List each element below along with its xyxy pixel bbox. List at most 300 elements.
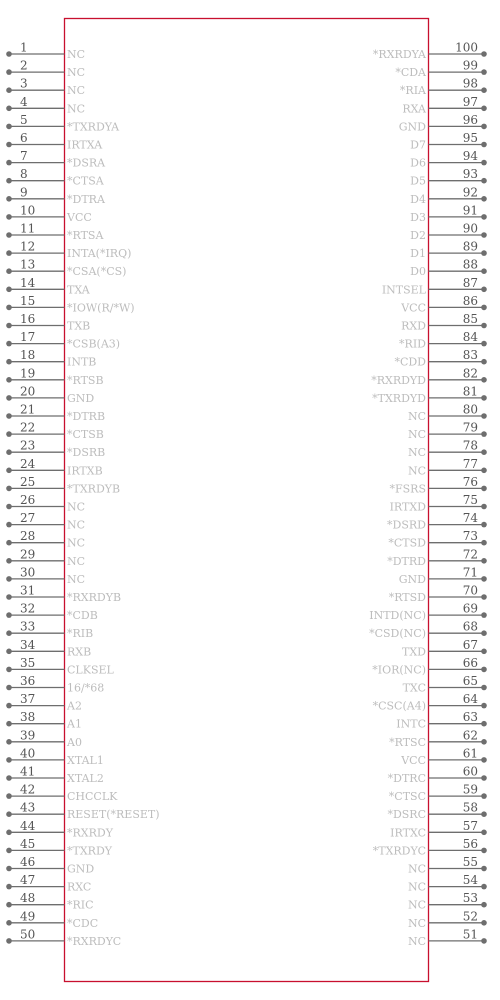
pin-number: 94 xyxy=(462,149,478,164)
pin-number: 14 xyxy=(20,275,36,290)
pin-name: D3 xyxy=(410,210,426,224)
pin-end-dot xyxy=(6,196,12,202)
pin-name: *CDC xyxy=(67,916,99,930)
pin-end-dot xyxy=(6,938,12,944)
pin-end-dot xyxy=(6,522,12,528)
pin-name: TXA xyxy=(67,283,90,297)
pin-name: NC xyxy=(67,554,86,568)
pin-number: 58 xyxy=(462,800,478,815)
pin-end-dot xyxy=(6,214,12,220)
pin-name: *DTRA xyxy=(67,192,105,206)
pin-number: 12 xyxy=(20,239,36,254)
pin-name: GND xyxy=(67,391,95,405)
pin-30 xyxy=(6,565,85,586)
pin-number: 37 xyxy=(20,692,36,707)
pin-name: *CDD xyxy=(394,355,426,369)
pin-number: 25 xyxy=(20,474,36,489)
pin-number: 40 xyxy=(20,746,36,761)
pin-name: XTAL2 xyxy=(67,772,104,785)
pin-end-dot xyxy=(481,848,487,854)
pin-number: 4 xyxy=(20,94,28,109)
pin-end-dot xyxy=(481,540,487,546)
pin-end-dot xyxy=(481,576,487,582)
pin-14 xyxy=(6,276,91,297)
pin-name: A0 xyxy=(67,735,82,749)
pin-number: 51 xyxy=(462,927,478,942)
pin-number: 64 xyxy=(462,692,478,707)
pin-27 xyxy=(6,511,85,532)
pin-end-dot xyxy=(6,124,12,130)
pin-end-dot xyxy=(481,522,487,528)
pin-number: 30 xyxy=(20,565,36,580)
pin-name: *RIB xyxy=(67,627,94,641)
pin-number: 72 xyxy=(462,547,478,562)
pin-name: A1 xyxy=(67,717,82,731)
pin-end-dot xyxy=(6,323,12,329)
pin-name: *RXRDYD xyxy=(371,373,426,387)
pin-name: *CSD(NC) xyxy=(369,627,426,641)
pin-name: GND xyxy=(398,572,426,586)
pin-number: 8 xyxy=(20,167,28,182)
pin-number: 92 xyxy=(462,185,478,200)
pin-37 xyxy=(6,692,82,713)
pin-number: 81 xyxy=(462,384,478,399)
pin-number: 97 xyxy=(462,94,478,109)
pin-number: 36 xyxy=(20,674,36,688)
pin-name: XTAL1 xyxy=(67,753,104,767)
pin-3 xyxy=(6,77,85,98)
pin-end-dot xyxy=(6,739,12,745)
pin-end-dot xyxy=(481,178,487,184)
pin-number: 63 xyxy=(462,710,478,725)
pin-number: 48 xyxy=(20,891,36,906)
pin-number: 15 xyxy=(20,293,36,308)
pin-name: D1 xyxy=(410,247,426,261)
pin-34 xyxy=(6,638,91,659)
pin-name: 16/*68 xyxy=(67,681,105,695)
pin-name: *TXRDYB xyxy=(67,482,121,496)
pin-end-dot xyxy=(6,649,12,655)
pin-name: D7 xyxy=(410,138,426,152)
pin-end-dot xyxy=(481,649,487,655)
pin-name: CHCCLK xyxy=(67,790,118,804)
pin-number: 9 xyxy=(20,185,28,200)
pin-name: *FSRS xyxy=(389,482,426,496)
pin-name: *CTSD xyxy=(388,536,426,550)
pin-number: 50 xyxy=(20,927,36,942)
pin-47 xyxy=(6,873,91,894)
pin-name: IRTXA xyxy=(67,138,103,152)
pin-name: NC xyxy=(407,880,426,894)
pin-number: 80 xyxy=(462,402,478,417)
pin-end-dot xyxy=(481,323,487,329)
pin-name: NC xyxy=(407,428,426,442)
pin-end-dot xyxy=(6,160,12,166)
pin-number: 11 xyxy=(20,221,36,236)
pin-50 xyxy=(6,927,121,948)
pin-name: *TXRDY xyxy=(67,844,113,858)
pin-end-dot xyxy=(481,468,487,474)
pin-end-dot xyxy=(6,341,12,347)
pin-number: 83 xyxy=(462,348,478,363)
pin-name: VCC xyxy=(401,753,426,767)
pin-end-dot xyxy=(6,884,12,890)
pin-end-dot xyxy=(481,793,487,799)
pin-end-dot xyxy=(6,51,12,57)
pin-number: 66 xyxy=(462,655,478,670)
pin-name: TXC xyxy=(402,681,426,695)
pin-number: 2 xyxy=(20,58,28,73)
pin-end-dot xyxy=(481,287,487,293)
pin-number: 57 xyxy=(462,818,478,833)
pin-end-dot xyxy=(6,920,12,926)
pin-end-dot xyxy=(6,69,12,75)
pin-number: 23 xyxy=(20,438,36,453)
pin-number: 87 xyxy=(462,275,478,290)
pin-end-dot xyxy=(6,576,12,582)
pin-end-dot xyxy=(481,739,487,745)
pin-name: NC xyxy=(67,500,86,514)
pin-name: *RTSB xyxy=(67,373,104,387)
pin-name: D5 xyxy=(410,174,426,188)
pin-number: 21 xyxy=(20,402,36,417)
pin-end-dot xyxy=(481,413,487,419)
pin-name: D6 xyxy=(410,156,426,170)
pin-name: D4 xyxy=(410,192,426,206)
pin-end-dot xyxy=(481,160,487,166)
pin-end-dot xyxy=(481,87,487,93)
pin-2 xyxy=(6,59,85,80)
pin-end-dot xyxy=(6,287,12,293)
pin-end-dot xyxy=(6,395,12,401)
pin-number: 13 xyxy=(20,257,36,272)
pin-end-dot xyxy=(481,866,487,872)
pin-end-dot xyxy=(481,504,487,510)
pin-number: 39 xyxy=(20,728,36,743)
pin-end-dot xyxy=(6,540,12,546)
pin-number: 65 xyxy=(462,674,478,688)
pin-name: IRTXD xyxy=(389,500,426,514)
pin-number: 62 xyxy=(462,728,478,743)
pin-end-dot xyxy=(481,685,487,691)
pin-name: RXD xyxy=(401,319,426,333)
pin-name: *RXRDY xyxy=(67,826,113,840)
pin-end-dot xyxy=(481,630,487,636)
pin-end-dot xyxy=(6,612,12,618)
pin-28 xyxy=(6,529,85,550)
pin-end-dot xyxy=(6,902,12,908)
pin-number: 71 xyxy=(462,565,478,580)
pin-end-dot xyxy=(6,793,12,799)
pin-end-dot xyxy=(481,268,487,274)
pin-name: TXD xyxy=(402,645,426,659)
pin-end-dot xyxy=(6,558,12,564)
pin-name: *RXRDYC xyxy=(67,934,122,948)
pin-end-dot xyxy=(481,341,487,347)
pin-number: 76 xyxy=(462,474,478,489)
pin-number: 20 xyxy=(20,384,36,399)
pin-name: *RIA xyxy=(399,84,426,98)
pin-number: 35 xyxy=(20,655,36,670)
pin-end-dot xyxy=(6,811,12,817)
pin-38 xyxy=(6,710,82,731)
pin-name: *DTRD xyxy=(387,554,426,568)
pin-1 xyxy=(6,41,85,62)
pin-name: GND xyxy=(398,120,426,134)
pin-name: *CDB xyxy=(67,609,98,623)
pin-39 xyxy=(6,728,82,749)
pin-end-dot xyxy=(6,468,12,474)
pin-end-dot xyxy=(481,884,487,890)
pin-name: D0 xyxy=(410,265,426,279)
pin-name: NC xyxy=(67,102,86,116)
pin-name: *RXRDYB xyxy=(67,591,122,604)
pin-number: 54 xyxy=(462,873,478,888)
pin-end-dot xyxy=(6,178,12,184)
pin-end-dot xyxy=(481,902,487,908)
pin-number: 49 xyxy=(20,909,36,924)
pin-number: 47 xyxy=(20,873,36,888)
pin-name: *RTSC xyxy=(389,735,426,749)
pin-number: 10 xyxy=(20,203,36,218)
pin-name: *DSRB xyxy=(67,446,106,460)
pin-number: 60 xyxy=(462,764,478,779)
pin-name: NC xyxy=(407,446,426,460)
pin-end-dot xyxy=(6,449,12,455)
pin-name: RXC xyxy=(67,880,92,894)
pin-end-dot xyxy=(6,866,12,872)
pin-name: *RTSD xyxy=(388,591,426,604)
left-pin-group xyxy=(6,41,159,948)
pin-end-dot xyxy=(481,721,487,727)
pin-end-dot xyxy=(6,377,12,383)
pin-end-dot xyxy=(6,848,12,854)
pin-end-dot xyxy=(6,142,12,148)
pin-number: 89 xyxy=(462,239,478,254)
pin-name: INTC xyxy=(396,717,426,731)
pin-name: NC xyxy=(407,464,426,478)
pin-name: NC xyxy=(67,518,86,532)
pin-end-dot xyxy=(6,232,12,238)
pin-name: D2 xyxy=(410,229,426,242)
pin-end-dot xyxy=(6,486,12,492)
pin-name: *IOR(NC) xyxy=(372,663,426,677)
pin-end-dot xyxy=(481,69,487,75)
pin-number: 84 xyxy=(462,330,478,345)
pin-name: INTB xyxy=(67,355,97,369)
pin-end-dot xyxy=(481,106,487,112)
pin-end-dot xyxy=(481,51,487,57)
pin-name: *TXRDYC xyxy=(372,844,426,858)
pin-number: 34 xyxy=(20,637,36,652)
pin-name: *CSA(*CS) xyxy=(67,265,127,279)
pin-name: GND xyxy=(67,862,95,876)
pin-name: NC xyxy=(407,916,426,930)
pin-name: *DTRB xyxy=(67,410,106,423)
pin-name: NC xyxy=(407,862,426,876)
pin-name: *TXRDYA xyxy=(67,120,120,134)
pin-number: 91 xyxy=(462,203,478,218)
pin-end-dot xyxy=(6,359,12,365)
pin-number: 86 xyxy=(462,293,478,308)
pin-number: 74 xyxy=(462,511,478,526)
pin-end-dot xyxy=(481,667,487,673)
pin-end-dot xyxy=(481,232,487,238)
pin-name: *CDA xyxy=(395,66,426,80)
pin-name: *DTRC xyxy=(387,772,426,785)
pin-end-dot xyxy=(481,431,487,437)
pin-end-dot xyxy=(481,395,487,401)
pin-name: VCC xyxy=(401,301,426,315)
pin-number: 1 xyxy=(20,40,28,55)
pin-number: 77 xyxy=(462,456,478,471)
pin-end-dot xyxy=(6,685,12,691)
pin-number: 3 xyxy=(20,76,28,91)
pin-number: 6 xyxy=(20,131,28,145)
pin-name: *CSC(A4) xyxy=(372,699,426,713)
pin-end-dot xyxy=(481,938,487,944)
pin-name: IRTXB xyxy=(67,464,103,478)
pin-name: *TXRDYD xyxy=(372,391,426,405)
pin-end-dot xyxy=(6,630,12,636)
pin-name: NC xyxy=(67,66,86,80)
pin-end-dot xyxy=(6,268,12,274)
pin-name: *DSRD xyxy=(387,518,426,532)
pin-end-dot xyxy=(6,775,12,781)
pin-number: 24 xyxy=(20,456,36,471)
pin-end-dot xyxy=(481,612,487,618)
pin-name: VCC xyxy=(67,210,92,224)
pin-end-dot xyxy=(481,305,487,311)
pin-16 xyxy=(6,312,90,333)
pin-number: 7 xyxy=(20,149,28,164)
pin-end-dot xyxy=(481,250,487,256)
pin-number: 5 xyxy=(20,112,28,127)
pin-name: INTSEL xyxy=(381,283,426,297)
pin-number: 28 xyxy=(20,529,36,544)
pin-number: 46 xyxy=(20,855,36,869)
pin-name: *RID xyxy=(399,337,426,351)
pin-number: 17 xyxy=(20,330,36,345)
pin-end-dot xyxy=(6,106,12,112)
pin-name: *CTSC xyxy=(388,790,426,804)
pin-end-dot xyxy=(481,757,487,763)
pin-end-dot xyxy=(481,377,487,383)
pin-number: 52 xyxy=(462,909,478,924)
pin-name: RXB xyxy=(67,645,92,659)
pin-number: 67 xyxy=(462,637,478,652)
pin-number: 59 xyxy=(462,782,478,797)
pin-end-dot xyxy=(481,214,487,220)
pin-number: 73 xyxy=(462,529,478,544)
pin-name: RXA xyxy=(402,102,426,116)
pin-end-dot xyxy=(481,196,487,202)
pin-number: 16 xyxy=(20,312,36,326)
pin-number: 45 xyxy=(20,836,36,851)
pin-name: *DSRC xyxy=(387,808,426,822)
pin-number: 88 xyxy=(462,257,478,272)
pin-name: *DSRA xyxy=(67,156,106,170)
pin-number: 79 xyxy=(462,420,478,435)
pin-name: CLKSEL xyxy=(67,663,114,677)
pin-number: 41 xyxy=(20,764,36,779)
pin-end-dot xyxy=(481,703,487,709)
pin-name: NC xyxy=(407,898,426,912)
pin-number: 53 xyxy=(462,891,478,906)
pin-number: 98 xyxy=(462,76,478,91)
pin-name: RESET(*RESET) xyxy=(67,808,160,822)
pin-name: INTD(NC) xyxy=(369,609,426,623)
pin-end-dot xyxy=(481,124,487,130)
pin-name: NC xyxy=(407,410,426,423)
pin-number: 29 xyxy=(20,547,36,562)
pin-number: 78 xyxy=(462,438,478,453)
pin-end-dot xyxy=(6,431,12,437)
pin-end-dot xyxy=(481,558,487,564)
pin-end-dot xyxy=(6,667,12,673)
pin-name: *CSB(A3) xyxy=(67,337,121,351)
pin-number: 55 xyxy=(462,855,478,869)
pin-number: 99 xyxy=(462,58,478,73)
pin-29 xyxy=(6,547,85,568)
pin-name: NC xyxy=(67,536,86,550)
pin-name: *IOW(R/*W) xyxy=(67,301,135,315)
pin-number: 32 xyxy=(20,601,36,616)
pin-name: TXB xyxy=(67,319,91,333)
pin-number: 44 xyxy=(20,818,36,833)
pin-number: 95 xyxy=(462,131,478,145)
pin-51 xyxy=(408,927,487,948)
pin-end-dot xyxy=(6,250,12,256)
pin-number: 56 xyxy=(462,836,478,851)
pin-number: 61 xyxy=(462,746,478,761)
pin-number: 82 xyxy=(462,366,478,381)
pin-number: 19 xyxy=(20,366,36,381)
pin-26 xyxy=(6,493,85,514)
pin-end-dot xyxy=(6,703,12,709)
pin-end-dot xyxy=(481,142,487,148)
pin-number: 22 xyxy=(20,420,36,435)
pin-end-dot xyxy=(481,486,487,492)
pin-end-dot xyxy=(481,811,487,817)
pin-number: 100 xyxy=(455,40,478,55)
pin-name: INTA(*IRQ) xyxy=(67,247,132,261)
pin-end-dot xyxy=(6,504,12,510)
pin-number: 96 xyxy=(462,112,478,127)
pin-4 xyxy=(6,95,85,116)
pin-name: NC xyxy=(67,572,86,586)
pin-end-dot xyxy=(6,830,12,836)
pin-name: *RXRDYA xyxy=(372,48,426,61)
pin-name: NC xyxy=(407,934,426,948)
pin-number: 93 xyxy=(462,167,478,182)
pin-number: 43 xyxy=(20,800,36,815)
pin-name: *RIC xyxy=(67,898,94,912)
pin-number: 27 xyxy=(20,511,36,526)
pin-number: 38 xyxy=(20,710,36,725)
pin-end-dot xyxy=(6,594,12,600)
pin-name: *RTSA xyxy=(67,229,104,242)
pin-end-dot xyxy=(481,775,487,781)
pin-name: IRTXC xyxy=(390,826,426,840)
pin-name: *CTSA xyxy=(67,174,104,188)
pin-number: 70 xyxy=(462,583,478,598)
pin-end-dot xyxy=(6,757,12,763)
pin-name: NC xyxy=(67,48,86,61)
pin-name: *CTSB xyxy=(67,428,104,442)
pin-number: 26 xyxy=(20,493,36,507)
pin-end-dot xyxy=(6,87,12,93)
